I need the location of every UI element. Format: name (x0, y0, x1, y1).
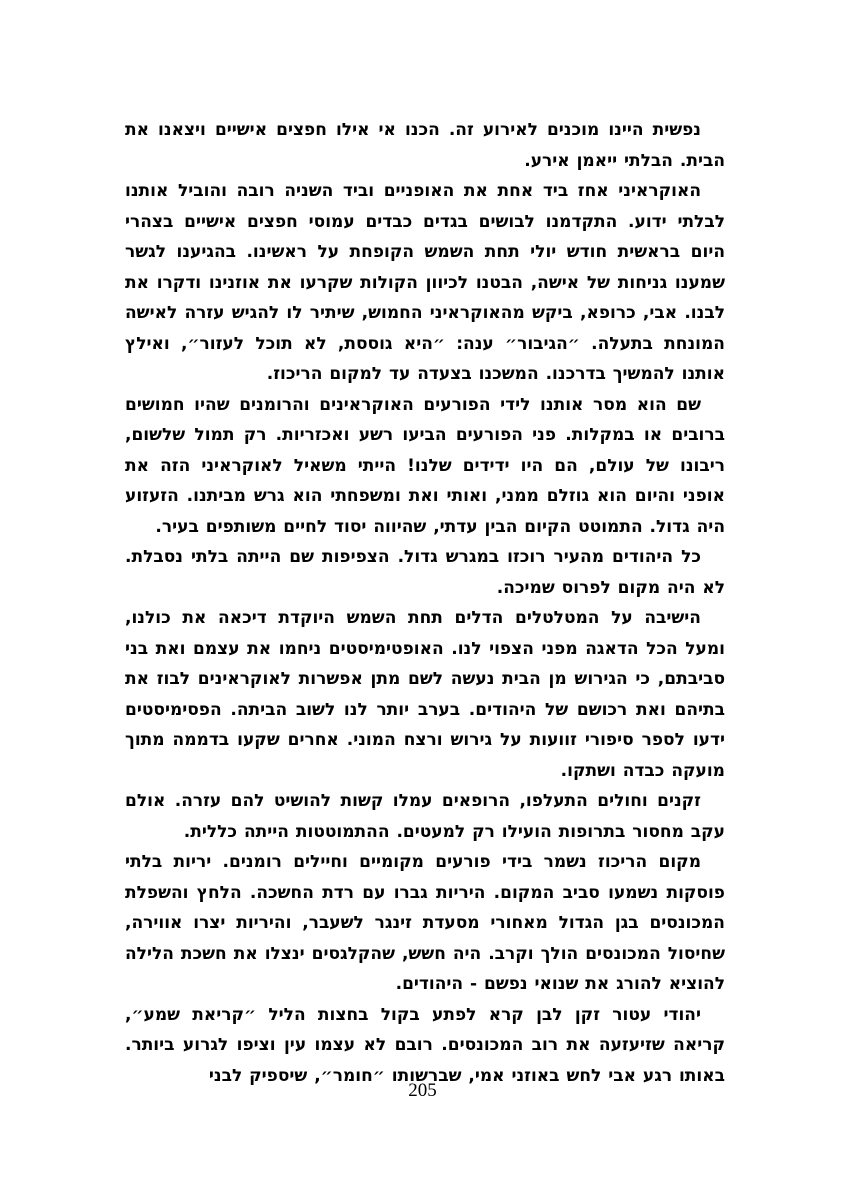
page-body (125, 115, 725, 1091)
page-number: 205 (408, 1080, 437, 1101)
paragraph: כל היהודים מהעיר רוכזו במגרש גדול. הצפיפות שם הייתה בלתי נסבלת. לא היה מקום לפרוס שמיכה. (125, 547, 725, 598)
paragraph: שם הוא מסר אותנו לידי הפורעים האוקראינים והרומנים שהיו חמושים ברובים או במקלות. פני הפורעים הביעו רשע ואכזריות. רק תמול שלשום, ריבונו של עולם, הם היו ידידים שלנו! הייתי משאיל לאוקראיני הזה את אופני והיום הוא גוזלם ממני, ואותי ואת ומשפחתי הוא גרש מביתנו. הזעזוע היה גדול. התמוטט הקיום הבין עדתי, שהיווה יסוד לחיים משותפים בעיר. (125, 394, 725, 537)
paragraph: זקנים וחולים התעלפו, הרופאים עמלו קשות להושיט להם עזרה. אולם עקב מחסור בתרופות הועילו רק למעטים. ההתמוטטות הייתה כללית. (125, 791, 725, 842)
paragraph: האוקראיני אחז ביד אחת את האופניים וביד השניה רובה והוביל אותנו לבלתי ידוע. התקדמנו לבושים בגדים כבדים עמוסי חפצים אישיים בצהרי היום בראשית חודש יולי תחת השמש הקופחת על ראשינו. בהגיענו לגשר שמענו גניחות של אישה, הבטנו לכיוון הקולות שקרעו את אוזנינו ודקרו את לבנו. אבי, כרופא, ביקש מהאוקראיני החמוש, שיתיר לו להגיש עזרה לאישה המונחת בתעלה. ״הגיבור״ ענה: ״היא גוססת, לא תוכל לעזור״, ואילץ אותנו להמשיך בדרכנו. המשכנו בצעדה עד למקום הריכוז. (125, 181, 725, 384)
paragraph: יהודי עטור זקן לבן קרא לפתע בקול בחצות הליל ״קריאת שמע״, קריאה שזיעזעה את רוב המכונסים. רובם לא עצמו עין וציפו לגרוע ביותר. באותו רגע אבי לחש באוזני אמי, שברשותו ״חומר״, שיספיק לבני (125, 1004, 725, 1086)
paragraph: הישיבה על המטלטלים הדלים תחת השמש היוקדת דיכאה את כולנו, ומעל הכל הדאגה מפני הצפוי לנו. האופטימיסטים ניחמו את עצמם ואת בני סביבתם, כי הגירוש מן הבית נעשה לשם מתן אפשרות לאוקראינים לבוז את בתיהם ואת רכושם של היהודים. בערב יותר לנו לשוב הביתה. הפסימיסטים ידעו לספר סיפורי זוועות על גירוש ורצח המוני. אחרים שקעו בדממה מתוך מועקה כבדה ושתקו. (125, 608, 725, 781)
paragraph: מקום הריכוז נשמר בידי פורעים מקומיים וחיילים רומנים. יריות בלתי פוסקות נשמעו סביב המקום. היריות גברו עם רדת החשכה. הלחץ והשפלת המכונסים בגן הגדול מאחורי מסעדת זינגר לשעבר, והיריות יצרו אווירה, שחיסול המכונסים הולך וקרב. היה חשש, שהקלגסים ינצלו את חשכת הלילה להוציא להורג את שנואי נפשם - היהודים. (125, 852, 725, 994)
paragraph: נפשית היינו מוכנים לאירוע זה. הכנו אי אילו חפצים אישיים ויצאנו את הבית. הבלתי ייאמן אירע. (125, 120, 725, 171)
